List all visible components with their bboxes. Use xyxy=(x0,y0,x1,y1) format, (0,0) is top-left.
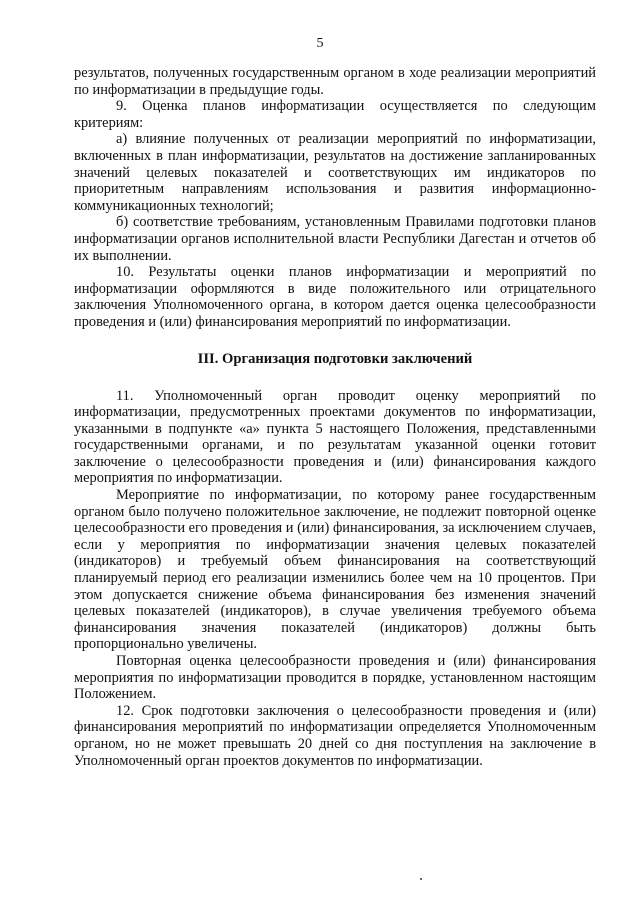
section-heading: III. Организация подготовки заключений xyxy=(197,350,473,367)
paragraph-repeat-assessment-order: Повторная оценка целесообразности проведения и (или) финансирования мероприятия по информатизации проводится в порядке, установленном настоящим Положением. xyxy=(74,653,596,703)
document-body xyxy=(74,65,596,769)
paragraph-continuation: результатов, полученных государственным органом в ходе реализации мероприятий по информатизации в предыдущие годы. xyxy=(74,65,596,98)
paragraph-criterion-a: а) влияние полученных от реализации мероприятий по информатизации, включенных в план информатизации, результатов на достижение запланированных значений целевых показателей и соответствующих им индикаторов по приоритетным направлениям использования и развития информационно-коммуникационных технологий; xyxy=(74,131,596,214)
paragraph-item-10: 10. Результаты оценки планов информатизации и мероприятий по информатизации оформляются в виде положительного или отрицательного заключения Уполномоченного органа, в котором дается оценка целесообразности проведения и (или) финансирования мероприятий по информатизации. xyxy=(74,264,596,330)
paragraph-item-12: 12. Срок подготовки заключения о целесообразности проведения и (или) финансирования мероприятий по информатизации определяется Уполномоченным органом, но не может превышать 20 дней со дня поступления на заключение в Уполномоченный орган проектов документов по информатизации. xyxy=(74,702,596,769)
scan-speck xyxy=(420,878,422,880)
paragraph-repeat-assessment-exception: Мероприятие по информатизации, по которому ранее государственным органом было получено положительное заключение, не подлежит повторной оценке целесообразности его проведения и (или) финансирования, за исключением случаев, если у мероприятия по информатизации значения целевых показателей (индикаторов) и требуемый объем финансирования на соответствующий планируемый период его реализации изменились более чем на 10 процентов. При этом допускается снижение объема финансирования без изменения значений целевых показателей (индикаторов), в случае увеличения требуемого объема финансирования значения показателей (индикаторов) должны быть пропорционально увеличены. xyxy=(74,487,596,653)
page-number: 5 xyxy=(316,36,324,51)
paragraph-item-9: 9. Оценка планов информатизации осуществляется по следующим критериям: xyxy=(74,98,596,131)
paragraph-criterion-b: б) соответствие требованиям, установленным Правилами подготовки планов информатизации органов исполнительной власти Республики Дагестан и отчетов об их выполнении. xyxy=(74,214,596,264)
paragraph-item-11: 11. Уполномоченный орган проводит оценку мероприятий по информатизации, предусмотренных проектами документов по информатизации, указанными в подпункте «а» пункта 5 настоящего Положения, представленными государственными органами, и по результатам указанной оценки готовит заключение о целесообразности проведения и (или) финансирования каждого мероприятия по информатизации. xyxy=(74,387,596,487)
